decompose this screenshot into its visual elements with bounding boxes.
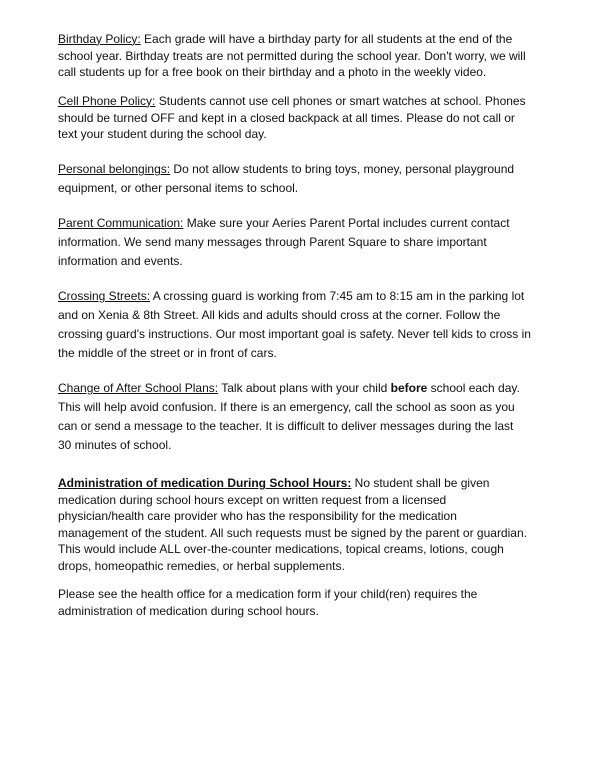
medication-policy-text: No student shall be given medication during school hours except on written request from a licensed physician/health care provider who has the responsibility for the medication management of the student. All such requests must be signed by the parent or guardian. This would include ALL over-the-counter medications, topical creams, lotions, cough drops, homeopathic remedies, or herbal supplements. xyxy=(58,476,527,573)
birthday-policy-paragraph xyxy=(58,31,533,81)
after-school-plans-emphasis: before xyxy=(390,381,428,395)
cell-phone-policy-paragraph xyxy=(58,93,533,143)
personal-belongings-text: Do not allow students to bring toys, money, personal playground equipment, or other personal items to school. xyxy=(58,162,515,195)
closing-note-paragraph: Please see the health office for a medication form if your child(ren) requires the administration of medication during school hours. xyxy=(58,587,478,618)
medication-policy-paragraph xyxy=(58,475,528,574)
personal-belongings-paragraph xyxy=(58,160,528,198)
cell-phone-policy-text: Students cannot use cell phones or smart watches at school. Phones should be turned OFF and kept in a closed backpack at all times. Please do not call or text your student during the school day. xyxy=(58,94,526,141)
personal-belongings-heading: Personal belongings: xyxy=(58,162,171,176)
parent-communication-text: Make sure your Aeries Parent Portal includes current contact information. We send many messages through Parent Square to share important information and events. xyxy=(58,216,510,268)
birthday-policy-heading: Birthday Policy: xyxy=(58,32,141,46)
cell-phone-policy-heading: Cell Phone Policy: xyxy=(58,94,156,108)
crossing-streets-text: A crossing guard is working from 7:45 am to 8:15 am in the parking lot and on Xenia & 8th Street. All kids and adults should cross at the corner. Follow the crossing guard's instructions. Our most important goal is safety. Never tell kids to cross in the middle of the street or in front of cars. xyxy=(58,289,531,360)
after-school-plans-paragraph xyxy=(58,379,528,455)
after-school-plans-text-before: Talk about plans with your child xyxy=(218,381,391,395)
parent-communication-paragraph xyxy=(58,214,518,271)
birthday-policy-text: Each grade will have a birthday party for all students at the end of the school year. Birthday treats are not permitted during the school year. Don't worry, we will call students up for a free book on their birthday and a photo in the weekly video. xyxy=(58,32,526,79)
parent-communication-heading: Parent Communication: xyxy=(58,216,184,230)
medication-policy-heading: Administration of medication During School Hours: xyxy=(58,476,352,490)
after-school-plans-heading: Change of After School Plans: xyxy=(58,381,219,395)
crossing-streets-heading: Crossing Streets: xyxy=(58,289,151,303)
crossing-streets-paragraph xyxy=(58,287,533,363)
after-school-plans-text-after: school each day. This will help avoid confusion. If there is an emergency, call the school as soon as you can or send a message to the teacher. It is difficult to deliver messages during the last 30 minutes of school. xyxy=(58,381,520,452)
